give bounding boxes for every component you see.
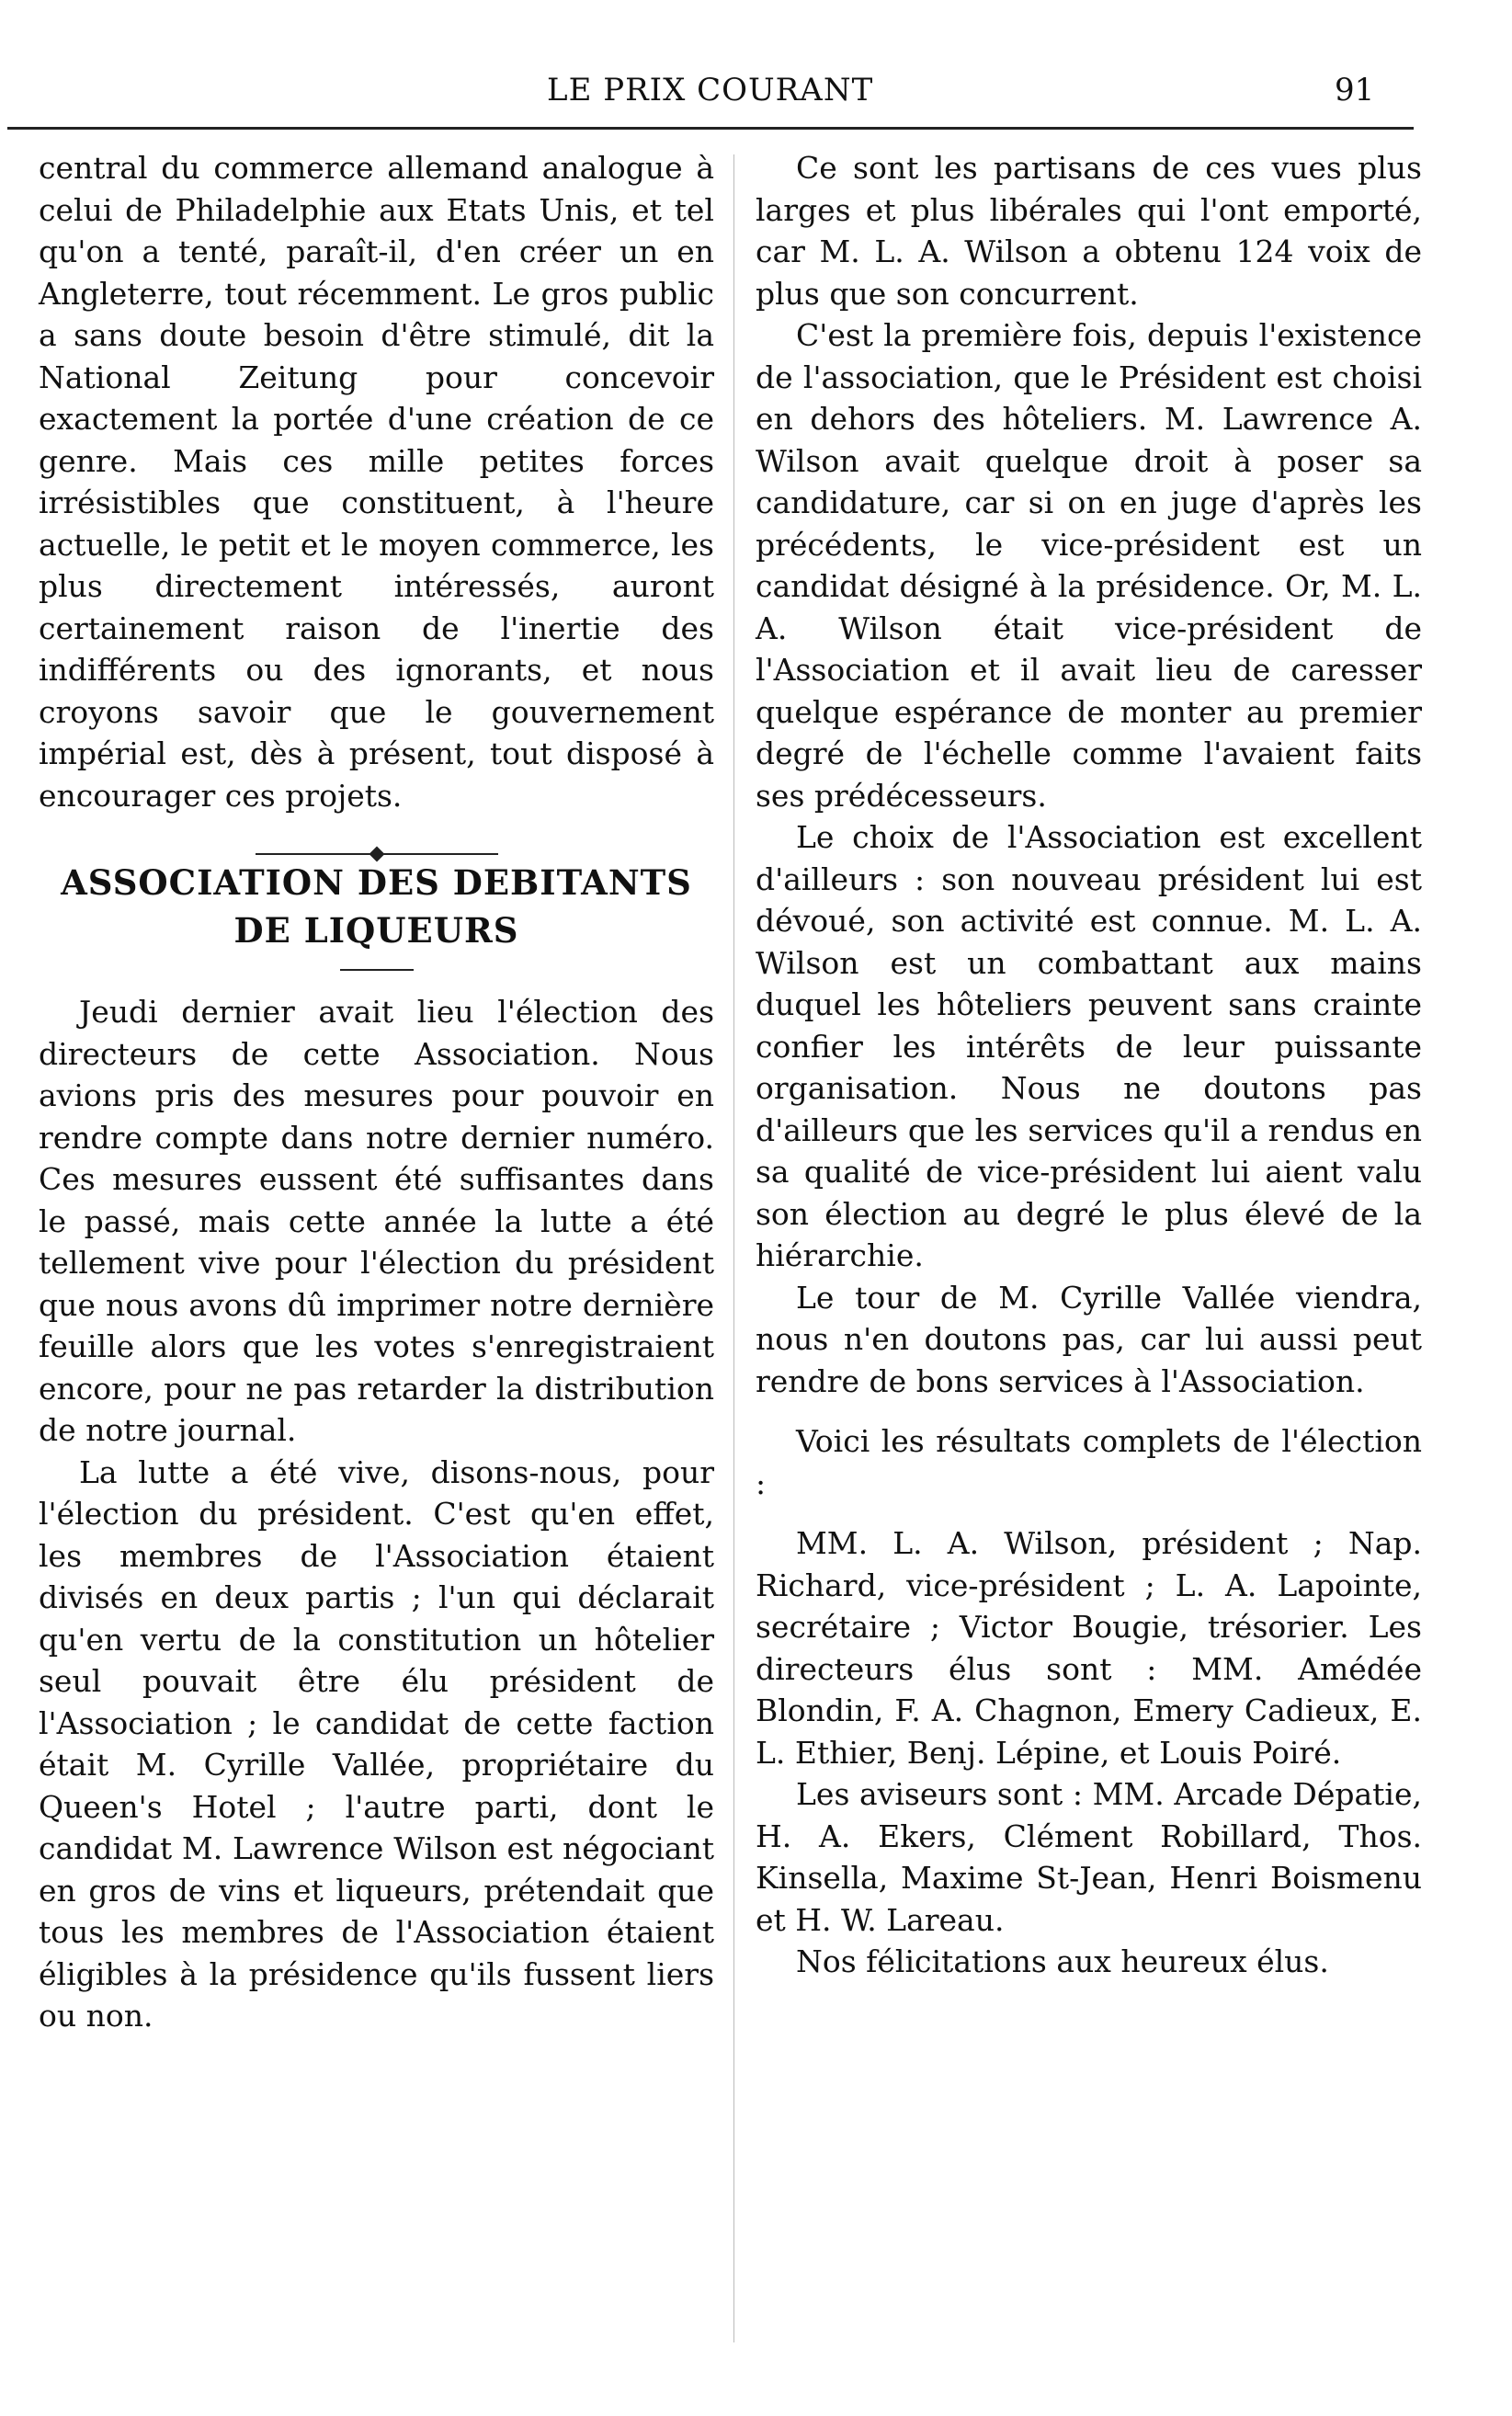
heading-rule: [340, 969, 414, 971]
running-title: LE PRIX COURANT: [547, 72, 874, 108]
paragraph-spacer: [756, 1504, 1422, 1522]
page-number: 91: [1335, 72, 1375, 108]
section-ornament: [39, 831, 714, 849]
article-continuation-text: central du commerce allemand analogue à celui de Philadelphie aux Etats Unis, et tel qu'on a tenté, paraît-il, d'en créer un en Angleterre, tout récemment. Le gros public a sans doute besoin d'être stimulé, dit la National Zeitung pour concevoir exactement la portée d'une création de ce genre. Mais ces mille petites forces irrésistibles que constituent, à l'heure actuelle, le petit et le moyen commerce, les plus directement intéressés, auront certainement raison de l'inertie des indifférents ou des ignorants, et nous croyons savoir que le gouvernement impérial est, dès à présent, tout disposé à encourager ces projets.: [39, 150, 714, 814]
results-intro: Voici les résultats complets de l'élection :: [756, 1423, 1422, 1501]
article-paragraph: C'est la première fois, depuis l'existence de l'association, que le Président est choisi en dehors des hôteliers. M. Lawrence A. Wilson avait quelque droit à poser sa candidature, car si on en juge d'après les précédents, le vice-président est un candidat désigné à la présidence. Or, M. L. A. Wilson était vice-président de l'Association et il avait lieu de caresser quelque espérance de monter au premier degré de l'échelle comme l'avaient faits ses prédécesseurs.: [756, 317, 1422, 814]
left-column: [39, 147, 714, 2037]
article-paragraph: Le tour de M. Cyrille Vallée viendra, nous n'en doutons pas, car lui aussi peut rendre de bons services à l'Association.: [756, 1279, 1422, 1399]
paragraph-spacer: [756, 1402, 1422, 1420]
right-column: [756, 147, 1422, 1983]
article-paragraph: Le choix de l'Association est excellent d'ailleurs : son nouveau président lui est dévoué, son activité est connue. M. L. A. Wilson est un combattant aux mains duquel les hôteliers peuvent sans crainte confier les intérêts de leur puissante organisation. Nous ne doutons pas d'ailleurs que les services qu'il a rendus en sa qualité de vice-président lui aient valu son élection au degré le plus élevé de la hiérarchie.: [756, 819, 1422, 1273]
heading-line-1: ASSOCIATION DES DEBITANTS: [61, 862, 692, 903]
advisors-list: Les aviseurs sont : MM. Arcade Dépatie, H. A. Ekers, Clément Robillard, Thos. Kinsella, Maxime St-Jean, Henri Boismenu et H. W. Lareau.: [756, 1776, 1422, 1938]
page-header: [0, 64, 1512, 120]
article-paragraph: Jeudi dernier avait lieu l'élection des directeurs de cette Association. Nous avions pris des mesures pour pouvoir en rendre compte dans notre dernier numéro. Ces mesures eussent été suffisantes dans le passé, mais cette année la lutte a été tellement vive pour l'élection du président que nous avons dû imprimer notre dernière feuille alors que les votes s'enregistraient encore, pour ne pas retarder la distribution de notre journal.: [39, 994, 714, 1448]
heading-line-2: DE LIQUEURS: [233, 910, 519, 951]
article-heading: [39, 859, 714, 954]
article-paragraph: Ce sont les partisans de ces vues plus larges et plus libérales qui l'ont emporté, car M. L. A. Wilson a obtenu 124 voix de plus que son concurrent.: [756, 150, 1422, 312]
election-results: MM. L. A. Wilson, président ; Nap. Richard, vice-président ; L. A. Lapointe, secrétaire ; Victor Bougie, trésorier. Les directeurs élus sont : MM. Amédée Blondin, F. A. Chagnon, Emery Cadieux, E. L. Ethier, Benj. Lépine, et Louis Poiré.: [756, 1525, 1422, 1771]
article-paragraph: La lutte a été vive, disons-nous, pour l'élection du président. C'est qu'en effet, les membres de l'Association étaient divisés en deux partis ; l'un qui déclarait qu'en vertu de la constitution un hôtelier seul pouvait être élu président de l'Association ; le candidat de cette faction était M. Cyrille Vallée, propriétaire du Queen's Hotel ; l'autre parti, dont le candidat M. Lawrence Wilson est négociant en gros de vins et liqueurs, prétendait que tous les membres de l'Association étaient éligibles à la présidence qu'ils fussent liers ou non.: [39, 1453, 714, 2034]
header-rule: [7, 127, 1414, 130]
closing-line: Nos félicitations aux heureux élus.: [796, 1943, 1329, 1979]
column-divider: [733, 154, 734, 2342]
